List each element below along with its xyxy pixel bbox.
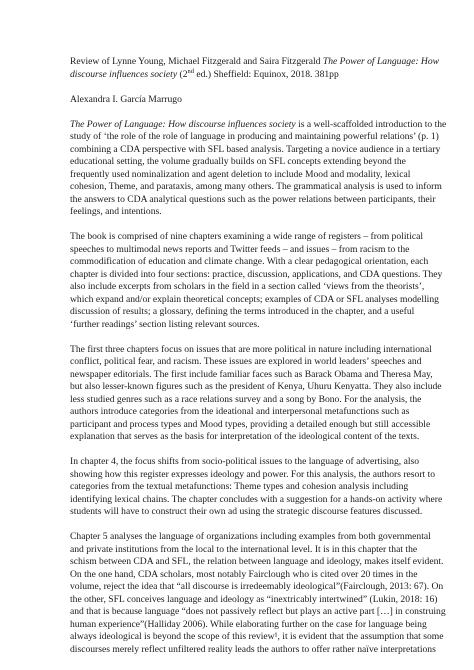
text-line: volume, reject the idea that “all discourse is irredeemably ideological”(Fairclough, 2013: 67). On bbox=[70, 581, 444, 592]
text-line: students will have to construct their own ad using the strategic discourse features discussed. bbox=[70, 506, 423, 517]
heading-line-1: Review of Lynne Young, Michael Fitzgerald and Saira Fitzgerald The Power of Language: How bbox=[70, 56, 440, 67]
text-line: The book is comprised of nine chapters examining a wide range of registers – from political bbox=[70, 231, 423, 242]
text-line: the answers to CDA analytical questions such as the power relations between participants, their bbox=[70, 193, 436, 205]
text-line: The first three chapters focus on issues that are more political in nature including international bbox=[70, 343, 432, 355]
text-line: Chapter 5 analyses the language of organizations including examples from both governmental bbox=[70, 531, 431, 542]
text-line: newspaper editorials. The first include familiar faces such as Barack Obama and Theresa May, bbox=[70, 368, 433, 380]
text-line: categories from the textual metafunctions: Theme types and cohesion analysis including bbox=[70, 481, 409, 492]
text-line: speeches to multimodal news reports and Twitter feeds – and issues – from racism to the bbox=[70, 243, 410, 255]
text-line: combining a CDA perspective with SFL based analysis. Targeting a novice audience in a tertiary bbox=[70, 143, 441, 155]
text-line: the other, SFL conceives language and ideology as “inextricably intertwined” (Lukin, 2018: 16) bbox=[70, 593, 438, 605]
paragraph bbox=[70, 231, 443, 331]
text-line: participant and process types and Mood types, providing a detailed enough but still accessible bbox=[70, 418, 431, 430]
paragraph bbox=[70, 531, 446, 656]
paragraph bbox=[70, 118, 447, 219]
book-title-cont: discourse influences society bbox=[70, 68, 178, 80]
text-line: conflict, political fear, and racism. These issues are explored in world leaders’ speeches and bbox=[70, 356, 422, 367]
text-line: commodification of education and climate change. With a clear pedagogical orientation, each bbox=[70, 256, 429, 267]
text-line: explanation that serves as the basis for interpretation of the ideological content of the texts. bbox=[70, 431, 420, 442]
review-heading bbox=[70, 56, 440, 81]
text-line: identifying lexical chains. The chapter concludes with a suggestion for a hands-on activity where bbox=[70, 493, 443, 505]
text-line: In chapter 4, the focus shifts from socio-political issues to the language of advertising, also bbox=[70, 456, 420, 467]
review-body bbox=[70, 118, 447, 657]
text-line: frequently used nominalization and agent deletion to include Mood and modality, lexical bbox=[70, 168, 411, 180]
text-line: human experience”(Halliday 2006). While elaborating further on the case for language being bbox=[70, 618, 427, 630]
text-line: chapter is divided into four sections: practice, discussion, applications, and CDA questions. They bbox=[70, 268, 443, 280]
text-line: The Power of Language: How discourse influences society is a well-scaffolded introduction to the bbox=[70, 118, 447, 130]
text-line: also include excerpts from scholars in the field in a section called ‘views from the theorists’, bbox=[70, 281, 425, 292]
text-line: and private institutions from the local to the international level. It is in this chapter that the bbox=[70, 543, 418, 555]
text-line: On the one hand, CDA scholars, most notably Fairclough who is cited over 20 times in the bbox=[70, 568, 418, 580]
text-line: educational setting, the volume gradually builds on SFL concepts extending beyond the bbox=[70, 156, 406, 167]
text-line: feelings, and intentions. bbox=[70, 206, 162, 217]
heading-line-2: discourse influences society (2nd ed.) Sheffield: Equinox, 2018. 381pp bbox=[70, 67, 339, 80]
book-title: The Power of Language: How bbox=[322, 56, 440, 67]
text-line: discussion of results; a glossary, defining the terms introduced in the chapter, and a useful bbox=[70, 306, 415, 317]
paragraph bbox=[70, 343, 442, 444]
text-line: cohesion, Theme, and parataxis, among many others. The grammatical analysis is used to inform bbox=[70, 181, 442, 192]
text-line: authors introduce categories from the ideational and interpersonal metafunctions such as bbox=[70, 406, 410, 417]
paragraph bbox=[70, 456, 443, 519]
text-line: which expand and/or explain theoretical concepts; examples of CDA or SFL analyses modelling bbox=[70, 293, 439, 305]
text-line: ‘further readings’ section listing relevant sources. bbox=[70, 318, 260, 330]
text-line: discourses merely reflect unfiltered reality leads the authors to offer rather naïve interpretations bbox=[70, 643, 436, 655]
text-line: showing how this register expresses ideology and power. For this analysis, the authors resort to bbox=[70, 468, 436, 480]
text-line: but also lesser-known figures such as the president of Kenya, Uhuru Kenyatta. They also include bbox=[70, 381, 442, 392]
text-line: and that is because language “does not passively reflect but plays an active part […] in construing bbox=[70, 606, 446, 617]
text-line: study of ‘the role of the role of language in producing and maintaining powerful relations’ (p. 1) bbox=[70, 131, 439, 142]
text-line: less studied genres such as a race relations survey and a song by Bono. For the analysis, the bbox=[70, 393, 422, 405]
reviewer-name: Alexandra I. García Marrugo bbox=[70, 93, 182, 105]
text-line: always ideological is beyond the scope of this review¹, it is evident that the assumption that some bbox=[70, 631, 444, 642]
text-line: schism between CDA and SFL, the relation between language and ideology, makes itself evident. bbox=[70, 556, 444, 567]
